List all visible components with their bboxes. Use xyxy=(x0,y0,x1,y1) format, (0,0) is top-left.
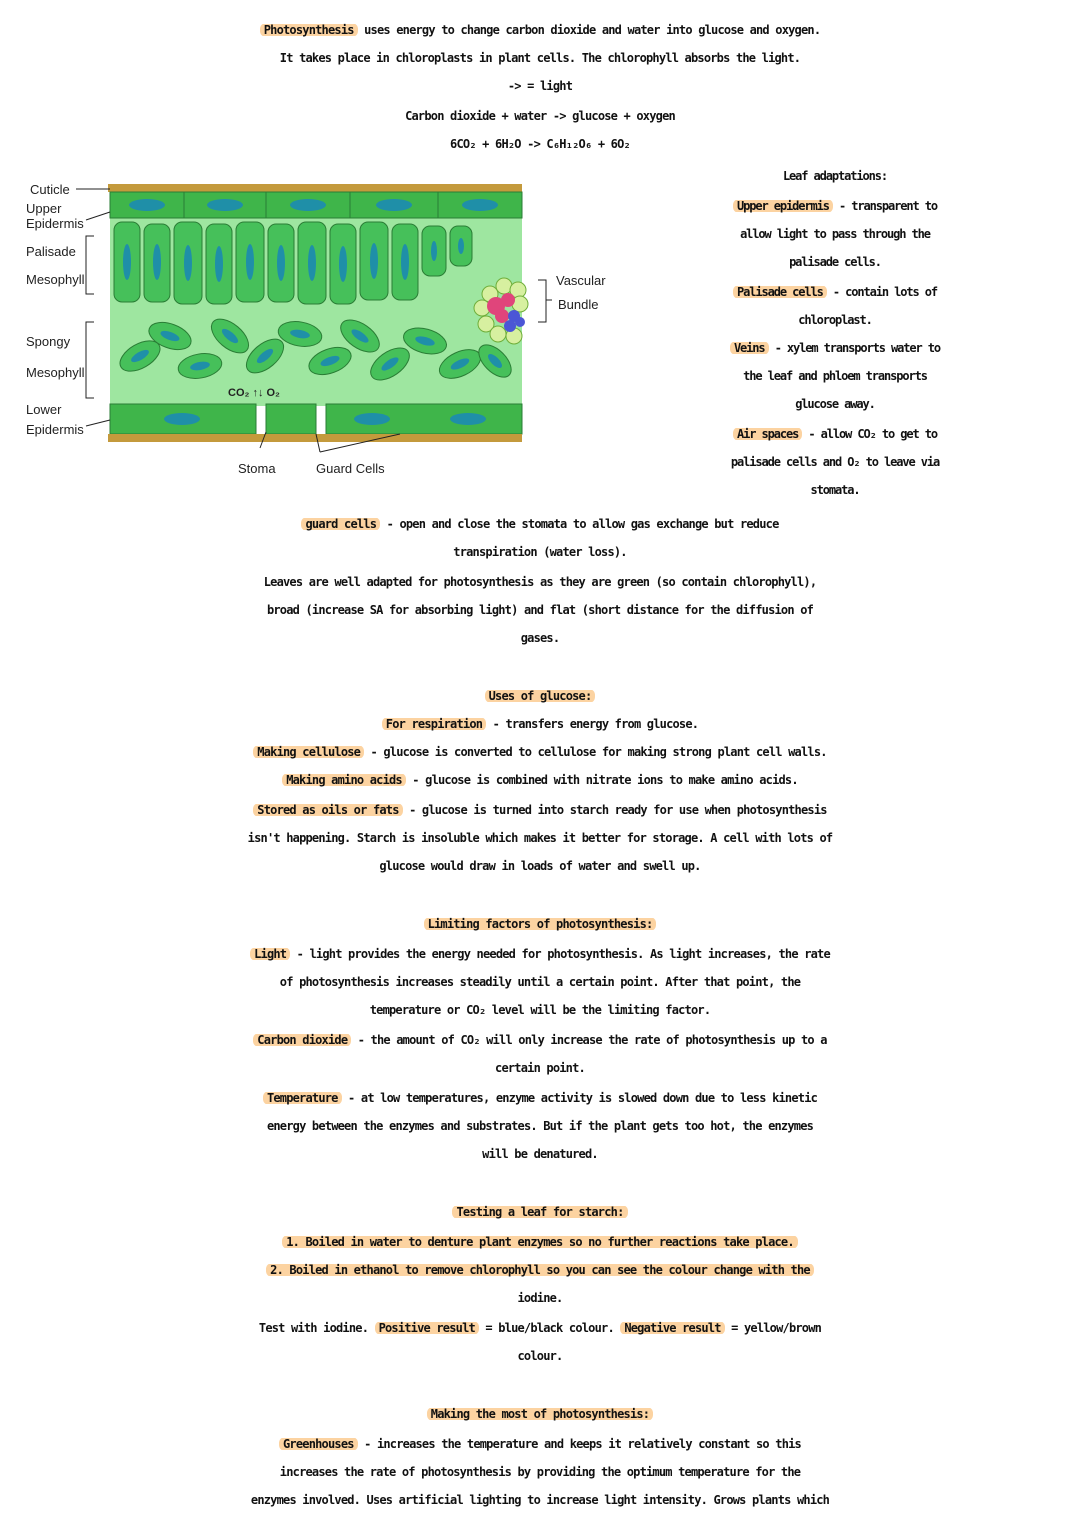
limiting-line-4-text: - the amount of CO₂ will only increase the rate of photosynthesis up to a xyxy=(357,1033,827,1047)
starch-line-4-b: = blue/black colour. xyxy=(485,1321,614,1335)
leaves-line-2: broad (increase SA for absorbing light) and flat (short distance for the diffusion of xyxy=(266,603,814,617)
label-palisade-1: Palisade xyxy=(26,244,76,259)
label-lower-2: Epidermis xyxy=(26,422,84,437)
upper-cuticle xyxy=(108,184,522,192)
term-carbon-dioxide: Carbon dioxide xyxy=(253,1033,351,1047)
intro-line-1-text: uses energy to change carbon dioxide and water into glucose and oxygen. xyxy=(364,23,821,37)
starch-line-4-c: = yellow/brown xyxy=(731,1321,822,1335)
most-heading xyxy=(0,1400,1080,1428)
most-line-2: increases the rate of photosynthesis by providing the optimum temperature for the xyxy=(279,1465,801,1479)
leaf-line-0-text: - transparent to xyxy=(839,199,937,213)
upper-epidermis-cells xyxy=(110,192,522,218)
term-making-amino-acids: Making amino acids xyxy=(282,773,406,787)
uses-line-1-text: - transfers energy from glucose. xyxy=(492,717,699,731)
uses-line-3 xyxy=(0,766,1080,794)
limiting-line-7: energy between the enzymes and substrates. But if the plant gets too hot, the enzymes xyxy=(266,1119,814,1133)
word-equation: Carbon dioxide + water -> glucose + oxygen xyxy=(405,109,675,123)
leaf-line-3-text: - contain lots of xyxy=(832,285,937,299)
leaves-line-3: gases. xyxy=(520,631,560,645)
label-upper-epidermis-2: Epidermis xyxy=(26,216,84,231)
leaf-line-2: palisade cells. xyxy=(789,255,881,269)
guard-cells-line-1-text: - open and close the stomata to allow gas exchange but reduce xyxy=(386,517,779,531)
leaf-line-1: allow light to pass through the xyxy=(740,227,930,241)
limiting-line-6 xyxy=(0,1084,1080,1112)
term-air-spaces: Air spaces xyxy=(733,427,802,441)
intro-line-1 xyxy=(0,16,1080,44)
starch-line-1 xyxy=(0,1228,1080,1256)
starch-heading-text: Testing a leaf for starch: xyxy=(452,1205,627,1219)
uses-heading xyxy=(0,682,1080,710)
uses-line-2 xyxy=(0,738,1080,766)
label-vascular-1: Vascular xyxy=(556,273,606,288)
starch-line-3: iodine. xyxy=(517,1291,563,1305)
leaf-line-9: palisade cells and O₂ to leave via xyxy=(730,455,940,469)
uses-line-6: glucose would draw in loads of water and swell up. xyxy=(379,859,701,873)
limiting-line-4 xyxy=(0,1026,1080,1054)
term-making-cellulose: Making cellulose xyxy=(253,745,364,759)
term-veins: Veins xyxy=(730,341,769,355)
lower-cuticle xyxy=(108,434,522,442)
guard-cells-line-2: transpiration (water loss). xyxy=(453,545,627,559)
leaf-line-0 xyxy=(620,192,1050,220)
limiting-line-8: will be denatured. xyxy=(482,1147,598,1161)
leaf-line-8-text: - allow CO₂ to get to xyxy=(808,427,937,441)
label-palisade-2: Mesophyll xyxy=(26,272,85,287)
label-stoma: Stoma xyxy=(238,461,276,476)
limiting-heading-text: Limiting factors of photosynthesis: xyxy=(424,917,657,931)
label-lower-1: Lower xyxy=(26,402,62,417)
leaf-line-7: glucose away. xyxy=(795,397,875,411)
uses-line-5: isn't happening. Starch is insoluble which makes it better for storage. A cell with lots of xyxy=(247,831,833,845)
starch-step-1: 1. Boiled in water to denture plant enzymes so no further reactions take place. xyxy=(282,1235,798,1249)
limiting-line-6-text: - at low temperatures, enzyme activity is slowed down due to less kinetic xyxy=(348,1091,818,1105)
uses-line-1 xyxy=(0,710,1080,738)
label-upper-epidermis-1: Upper xyxy=(26,201,62,216)
leaf-line-3 xyxy=(620,278,1050,306)
leaf-line-10: stomata. xyxy=(810,483,860,497)
most-line-1 xyxy=(0,1430,1080,1458)
leaf-line-5 xyxy=(620,334,1050,362)
term-temperature: Temperature xyxy=(263,1091,342,1105)
label-spongy-1: Spongy xyxy=(26,334,71,349)
palisade-cells xyxy=(114,222,472,304)
leaf-line-6: the leaf and phloem transports xyxy=(743,369,927,383)
label-gas-exchange: CO₂ ↑↓ O₂ xyxy=(228,387,280,399)
starch-line-2 xyxy=(0,1256,1080,1284)
lower-epidermis-cells xyxy=(110,404,522,434)
limiting-heading xyxy=(0,910,1080,938)
most-line-3: enzymes involved. Uses artificial lighting to increase light intensity. Grows plants which xyxy=(250,1493,830,1507)
term-positive-result: Positive result xyxy=(375,1321,479,1335)
guard-cells-line-1 xyxy=(0,510,1080,538)
leaf-adaptations-heading: Leaf adaptations: xyxy=(782,169,888,183)
term-negative-result: Negative result xyxy=(620,1321,724,1335)
limiting-line-1-text: - light provides the energy needed for photosynthesis. As light increases, the rate xyxy=(296,947,830,961)
starch-heading xyxy=(0,1198,1080,1226)
most-heading-text: Making the most of photosynthesis: xyxy=(427,1407,653,1421)
most-line-1-text: - increases the temperature and keeps it relatively constant so this xyxy=(364,1437,801,1451)
leaf-cross-section-diagram xyxy=(20,176,620,486)
term-light: Light xyxy=(250,947,290,961)
limiting-line-2: of photosynthesis increases steadily until a certain point. After that point, the xyxy=(279,975,801,989)
starch-line-5: colour. xyxy=(517,1349,563,1363)
intro-line-3: -> = light xyxy=(507,79,573,93)
label-cuticle: Cuticle xyxy=(30,182,70,197)
term-guard-cells: guard cells xyxy=(301,517,380,531)
limiting-line-3: temperature or CO₂ level will be the limiting factor. xyxy=(369,1003,711,1017)
uses-line-4-text: - glucose is turned into starch ready for use when photosynthesis xyxy=(409,803,827,817)
symbol-equation: 6CO₂ + 6H₂O -> C₆H₁₂O₆ + 6O₂ xyxy=(450,137,630,151)
label-spongy-2: Mesophyll xyxy=(26,365,85,380)
term-stored-as-oils: Stored as oils or fats xyxy=(253,803,402,817)
leaf-line-8 xyxy=(620,420,1050,448)
leaf-line-4: chloroplast. xyxy=(798,313,872,327)
leaves-line-1: Leaves are well adapted for photosynthesis as they are green (so contain chlorophyll), xyxy=(263,575,817,589)
term-for-respiration: For respiration xyxy=(382,717,486,731)
starch-line-4 xyxy=(0,1314,1080,1342)
term-palisade-cells: Palisade cells xyxy=(733,285,827,299)
term-greenhouses: Greenhouses xyxy=(279,1437,358,1451)
limiting-line-5: certain point. xyxy=(495,1061,585,1075)
label-vascular-2: Bundle xyxy=(558,297,599,312)
term-photosynthesis: Photosynthesis xyxy=(260,23,358,37)
leaf-line-5-text: - xylem transports water to xyxy=(774,341,941,355)
label-guard-cells: Guard Cells xyxy=(316,461,385,476)
uses-heading-text: Uses of glucose: xyxy=(485,689,596,703)
limiting-line-1 xyxy=(0,940,1080,968)
starch-line-4-a: Test with iodine. xyxy=(258,1321,369,1335)
starch-step-2: 2. Boiled in ethanol to remove chlorophyll so you can see the colour change with the xyxy=(266,1263,814,1277)
uses-line-3-text: - glucose is combined with nitrate ions to make amino acids. xyxy=(412,773,798,787)
intro-line-2: It takes place in chloroplasts in plant cells. The chlorophyll absorbs the light. xyxy=(279,51,801,65)
uses-line-4 xyxy=(0,796,1080,824)
term-upper-epidermis: Upper epidermis xyxy=(733,199,833,213)
uses-line-2-text: - glucose is converted to cellulose for making strong plant cell walls. xyxy=(370,745,827,759)
